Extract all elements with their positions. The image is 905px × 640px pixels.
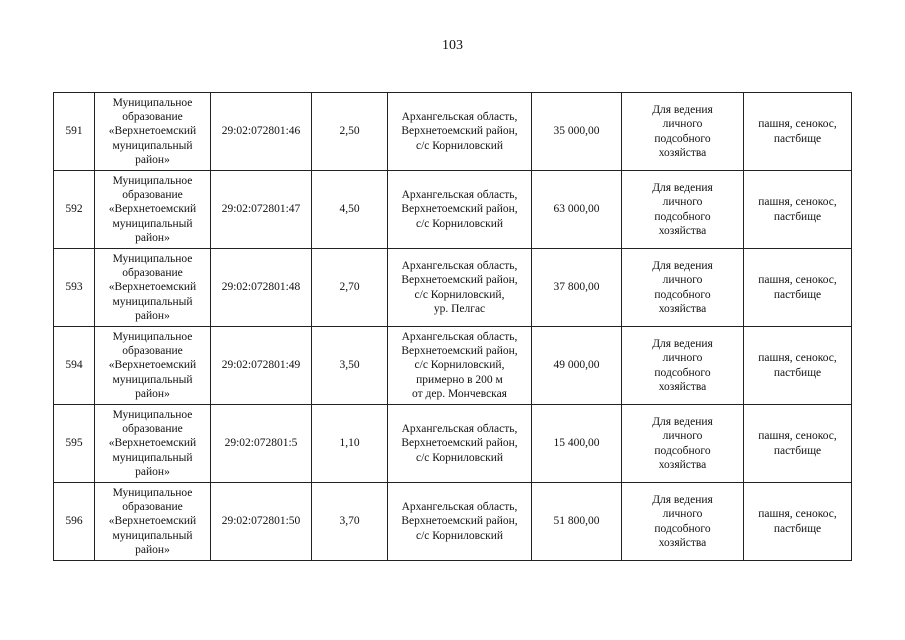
- land-type-cell: пашня, сенокос, пастбище: [744, 405, 852, 483]
- address-cell: Архангельская область, Верхнетоемский район, с/с Корниловский, примерно в 200 м от дер. Мончевская: [388, 327, 532, 405]
- purpose-cell: Для ведения личного подсобного хозяйства: [622, 171, 744, 249]
- row-number-cell: 594: [54, 327, 95, 405]
- price-cell: 15 400,00: [532, 405, 622, 483]
- address-cell: Архангельская область, Верхнетоемский район, с/с Корниловский: [388, 405, 532, 483]
- cadastral-number-cell: 29:02:072801:46: [211, 93, 312, 171]
- area-cell: 3,50: [312, 327, 388, 405]
- table-row: [54, 249, 852, 327]
- table-row: [54, 93, 852, 171]
- price-cell: 63 000,00: [532, 171, 622, 249]
- owner-cell: Муниципальное образование «Верхнетоемский муниципальный район»: [95, 171, 211, 249]
- row-number-cell: 591: [54, 93, 95, 171]
- cadastral-number-cell: 29:02:072801:49: [211, 327, 312, 405]
- area-cell: 4,50: [312, 171, 388, 249]
- cadastral-number-cell: 29:02:072801:48: [211, 249, 312, 327]
- price-cell: 51 800,00: [532, 483, 622, 561]
- land-type-cell: пашня, сенокос, пастбище: [744, 249, 852, 327]
- cadastral-number-cell: 29:02:072801:50: [211, 483, 312, 561]
- price-cell: 37 800,00: [532, 249, 622, 327]
- area-cell: 2,70: [312, 249, 388, 327]
- address-cell: Архангельская область, Верхнетоемский район, с/с Корниловский: [388, 93, 532, 171]
- land-plot-table: [53, 92, 852, 561]
- row-number-cell: 592: [54, 171, 95, 249]
- row-number-cell: 593: [54, 249, 95, 327]
- owner-cell: Муниципальное образование «Верхнетоемский муниципальный район»: [95, 93, 211, 171]
- purpose-cell: Для ведения личного подсобного хозяйства: [622, 405, 744, 483]
- area-cell: 3,70: [312, 483, 388, 561]
- owner-cell: Муниципальное образование «Верхнетоемский муниципальный район»: [95, 483, 211, 561]
- purpose-cell: Для ведения личного подсобного хозяйства: [622, 483, 744, 561]
- owner-cell: Муниципальное образование «Верхнетоемский муниципальный район»: [95, 327, 211, 405]
- page-number: 103: [442, 38, 463, 53]
- cadastral-number-cell: 29:02:072801:47: [211, 171, 312, 249]
- address-cell: Архангельская область, Верхнетоемский район, с/с Корниловский: [388, 483, 532, 561]
- row-number-cell: 596: [54, 483, 95, 561]
- land-type-cell: пашня, сенокос, пастбище: [744, 171, 852, 249]
- purpose-cell: Для ведения личного подсобного хозяйства: [622, 93, 744, 171]
- purpose-cell: Для ведения личного подсобного хозяйства: [622, 327, 744, 405]
- table-row: [54, 171, 852, 249]
- area-cell: 2,50: [312, 93, 388, 171]
- table-row: [54, 327, 852, 405]
- land-type-cell: пашня, сенокос, пастбище: [744, 327, 852, 405]
- address-cell: Архангельская область, Верхнетоемский район, с/с Корниловский: [388, 171, 532, 249]
- owner-cell: Муниципальное образование «Верхнетоемский муниципальный район»: [95, 249, 211, 327]
- price-cell: 49 000,00: [532, 327, 622, 405]
- table-row: [54, 483, 852, 561]
- owner-cell: Муниципальное образование «Верхнетоемский муниципальный район»: [95, 405, 211, 483]
- row-number-cell: 595: [54, 405, 95, 483]
- purpose-cell: Для ведения личного подсобного хозяйства: [622, 249, 744, 327]
- table-row: [54, 405, 852, 483]
- land-type-cell: пашня, сенокос, пастбище: [744, 93, 852, 171]
- area-cell: 1,10: [312, 405, 388, 483]
- land-type-cell: пашня, сенокос, пастбище: [744, 483, 852, 561]
- cadastral-number-cell: 29:02:072801:5: [211, 405, 312, 483]
- price-cell: 35 000,00: [532, 93, 622, 171]
- address-cell: Архангельская область, Верхнетоемский район, с/с Корниловский, ур. Пелгас: [388, 249, 532, 327]
